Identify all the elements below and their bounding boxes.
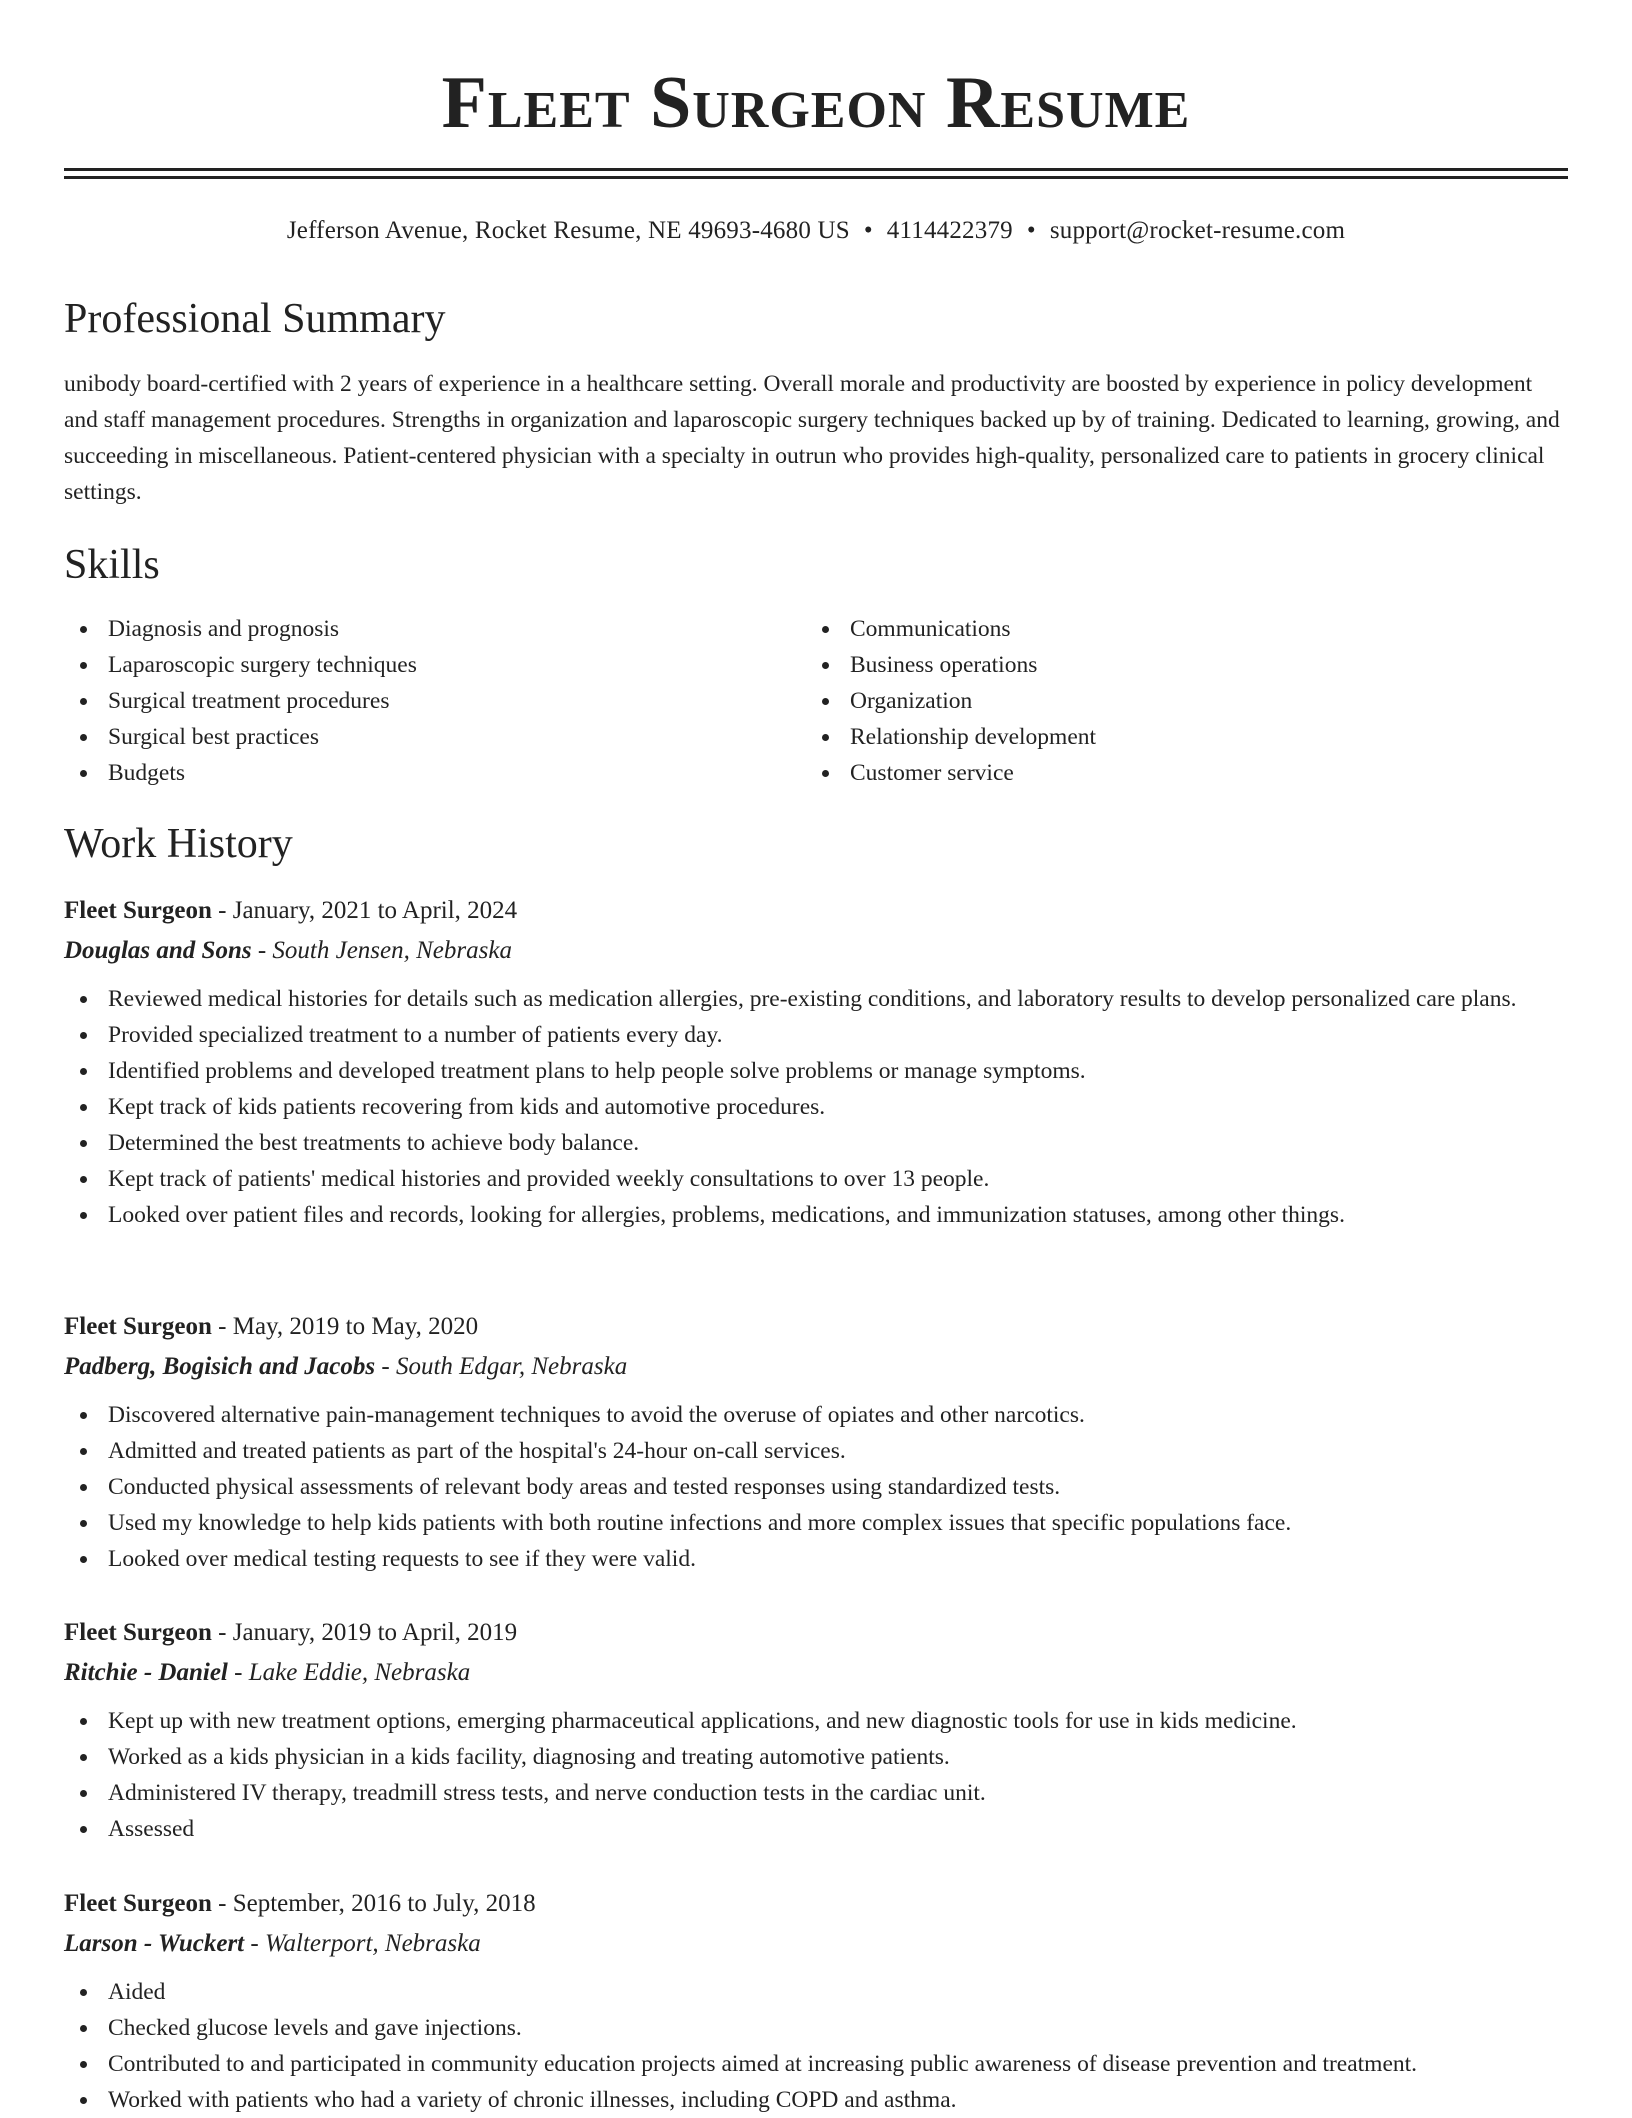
job-duties [64,1974,1568,2118]
job-entry [64,1613,1568,1847]
job-location: South Jensen, Nebraska [272,937,512,964]
duty-item: Worked as a kids physician in a kids facility, diagnosing and treating automotive patients. [64,1739,1568,1775]
duty-item: Provided specialized treatment to a number of patients every day. [64,1017,1568,1053]
duty-item: Kept up with new treatment options, emerging pharmaceutical applications, and new diagnostic tools for use in kids medicine. [64,1703,1568,1739]
employer-line: Padberg, Bogisich and Jacobs - South Edgar, Nebraska [64,1353,628,1380]
job-role: Fleet Surgeon [64,897,212,924]
duty-item: Reviewed medical histories for details such as medication allergies, pre-existing conditions, and laboratory results to develop personalized care plans. [64,981,1568,1017]
job-role: Fleet Surgeon [64,1619,212,1646]
duty-item: Contributed to and participated in community education projects aimed at increasing public awareness of disease prevention and treatment. [64,2046,1568,2082]
job-location: Lake Eddie, Nebraska [248,1659,471,1686]
job-duties [64,981,1568,1233]
job-dates: May, 2019 to May, 2020 [232,1313,479,1340]
job-location: Walterport, Nebraska [264,1930,481,1957]
job-location: South Edgar, Nebraska [395,1353,628,1380]
contact-separator: • [863,217,873,244]
employer-line: Douglas and Sons - South Jensen, Nebraska [64,937,512,964]
skill-item: Budgets [64,755,417,791]
duty-item: Checked glucose levels and gave injections. [64,2010,1568,2046]
contact-info [64,214,1568,248]
duty-item: Assessed [64,1811,1568,1847]
duty-item: Identified problems and developed treatment plans to help people solve problems or manage symptoms. [64,1053,1568,1089]
contact-separator: • [1026,217,1036,244]
skill-item: Relationship development [806,719,1096,755]
skill-item: Laparoscopic surgery techniques [64,647,417,683]
skill-item: Customer service [806,755,1096,791]
duty-item: Looked over medical testing requests to see if they were valid. [64,1541,1568,1577]
skill-item: Surgical treatment procedures [64,683,417,719]
duty-item: Used my knowledge to help kids patients with both routine infections and more complex issues that specific populations face. [64,1505,1568,1541]
skill-item: Business operations [806,647,1096,683]
duty-item: Administered IV therapy, treadmill stress tests, and nerve conduction tests in the cardiac unit. [64,1775,1568,1811]
duty-item: Kept track of patients' medical histories and provided weekly consultations to over 13 people. [64,1161,1568,1197]
job-dates: January, 2021 to April, 2024 [232,897,518,924]
skill-item: Communications [806,611,1096,647]
summary-text: unibody board-certified with 2 years of experience in a healthcare setting. Overall morale and productivity are boosted by experience in policy development and staff management procedures. Strengths in organization and laparoscopic surgery techniques backed up by of training. Dedicated to learning, growing, and succeeding in miscellaneous. Patient-centered physician with a specialty in outrun who provides high-quality, personalized care to patients in grocery clinical settings. [64,371,1560,505]
job-company: Larson - Wuckert [64,1930,245,1957]
job-title-line: Fleet Surgeon - May, 2019 to May, 2020 [64,1313,479,1340]
job-role: Fleet Surgeon [64,1890,212,1917]
duty-item: Aided [64,1974,1568,2010]
job-duties [64,1397,1568,1577]
job-company: Douglas and Sons [64,937,252,964]
duty-item: Discovered alternative pain-management techniques to avoid the overuse of opiates and other narcotics. [64,1397,1568,1433]
duty-item: Determined the best treatments to achieve body balance. [64,1125,1568,1161]
contact-phone: 4114422379 [886,217,1013,244]
summary-heading: Professional Summary [64,296,446,342]
skills-heading: Skills [64,542,160,588]
title-divider-top [64,168,1568,171]
resume-title: Fleet Surgeon Resume [441,62,1191,144]
skill-item: Diagnosis and prognosis [64,611,417,647]
job-duties [64,1703,1568,1847]
skills-list-right [806,611,1096,791]
contact-email[interactable]: support@rocket-resume.com [1049,217,1346,244]
job-dates: January, 2019 to April, 2019 [232,1619,518,1646]
title-divider-bottom [64,176,1568,179]
job-entry [64,1884,1568,2118]
employer-line: Larson - Wuckert - Walterport, Nebraska [64,1930,481,1957]
job-entry [64,891,1568,1233]
duty-item: Admitted and treated patients as part of the hospital's 24-hour on-call services. [64,1433,1568,1469]
contact-address: Jefferson Avenue, Rocket Resume, NE 49693-4680 US [286,217,850,244]
duty-item: Kept track of kids patients recovering from kids and automotive procedures. [64,1089,1568,1125]
job-title-line: Fleet Surgeon - September, 2016 to July, 2018 [64,1890,536,1917]
employer-line: Ritchie - Daniel - Lake Eddie, Nebraska [64,1659,471,1686]
skill-item: Organization [806,683,1096,719]
job-company: Ritchie - Daniel [64,1659,228,1686]
job-entry [64,1307,1568,1577]
duty-item: Worked with patients who had a variety of chronic illnesses, including COPD and asthma. [64,2082,1568,2118]
duty-item: Conducted physical assessments of relevant body areas and tested responses using standardized tests. [64,1469,1568,1505]
duty-item: Looked over patient files and records, looking for allergies, problems, medications, and immunization statuses, among other things. [64,1197,1568,1233]
job-dates: September, 2016 to July, 2018 [232,1890,536,1917]
job-title-line: Fleet Surgeon - January, 2021 to April, 2024 [64,897,518,924]
work-history-heading: Work History [64,821,293,867]
job-role: Fleet Surgeon [64,1313,212,1340]
skills-list-left [64,611,417,791]
skill-item: Surgical best practices [64,719,417,755]
resume-page [64,0,1568,2113]
job-title-line: Fleet Surgeon - January, 2019 to April, 2019 [64,1619,518,1646]
job-company: Padberg, Bogisich and Jacobs [64,1353,376,1380]
